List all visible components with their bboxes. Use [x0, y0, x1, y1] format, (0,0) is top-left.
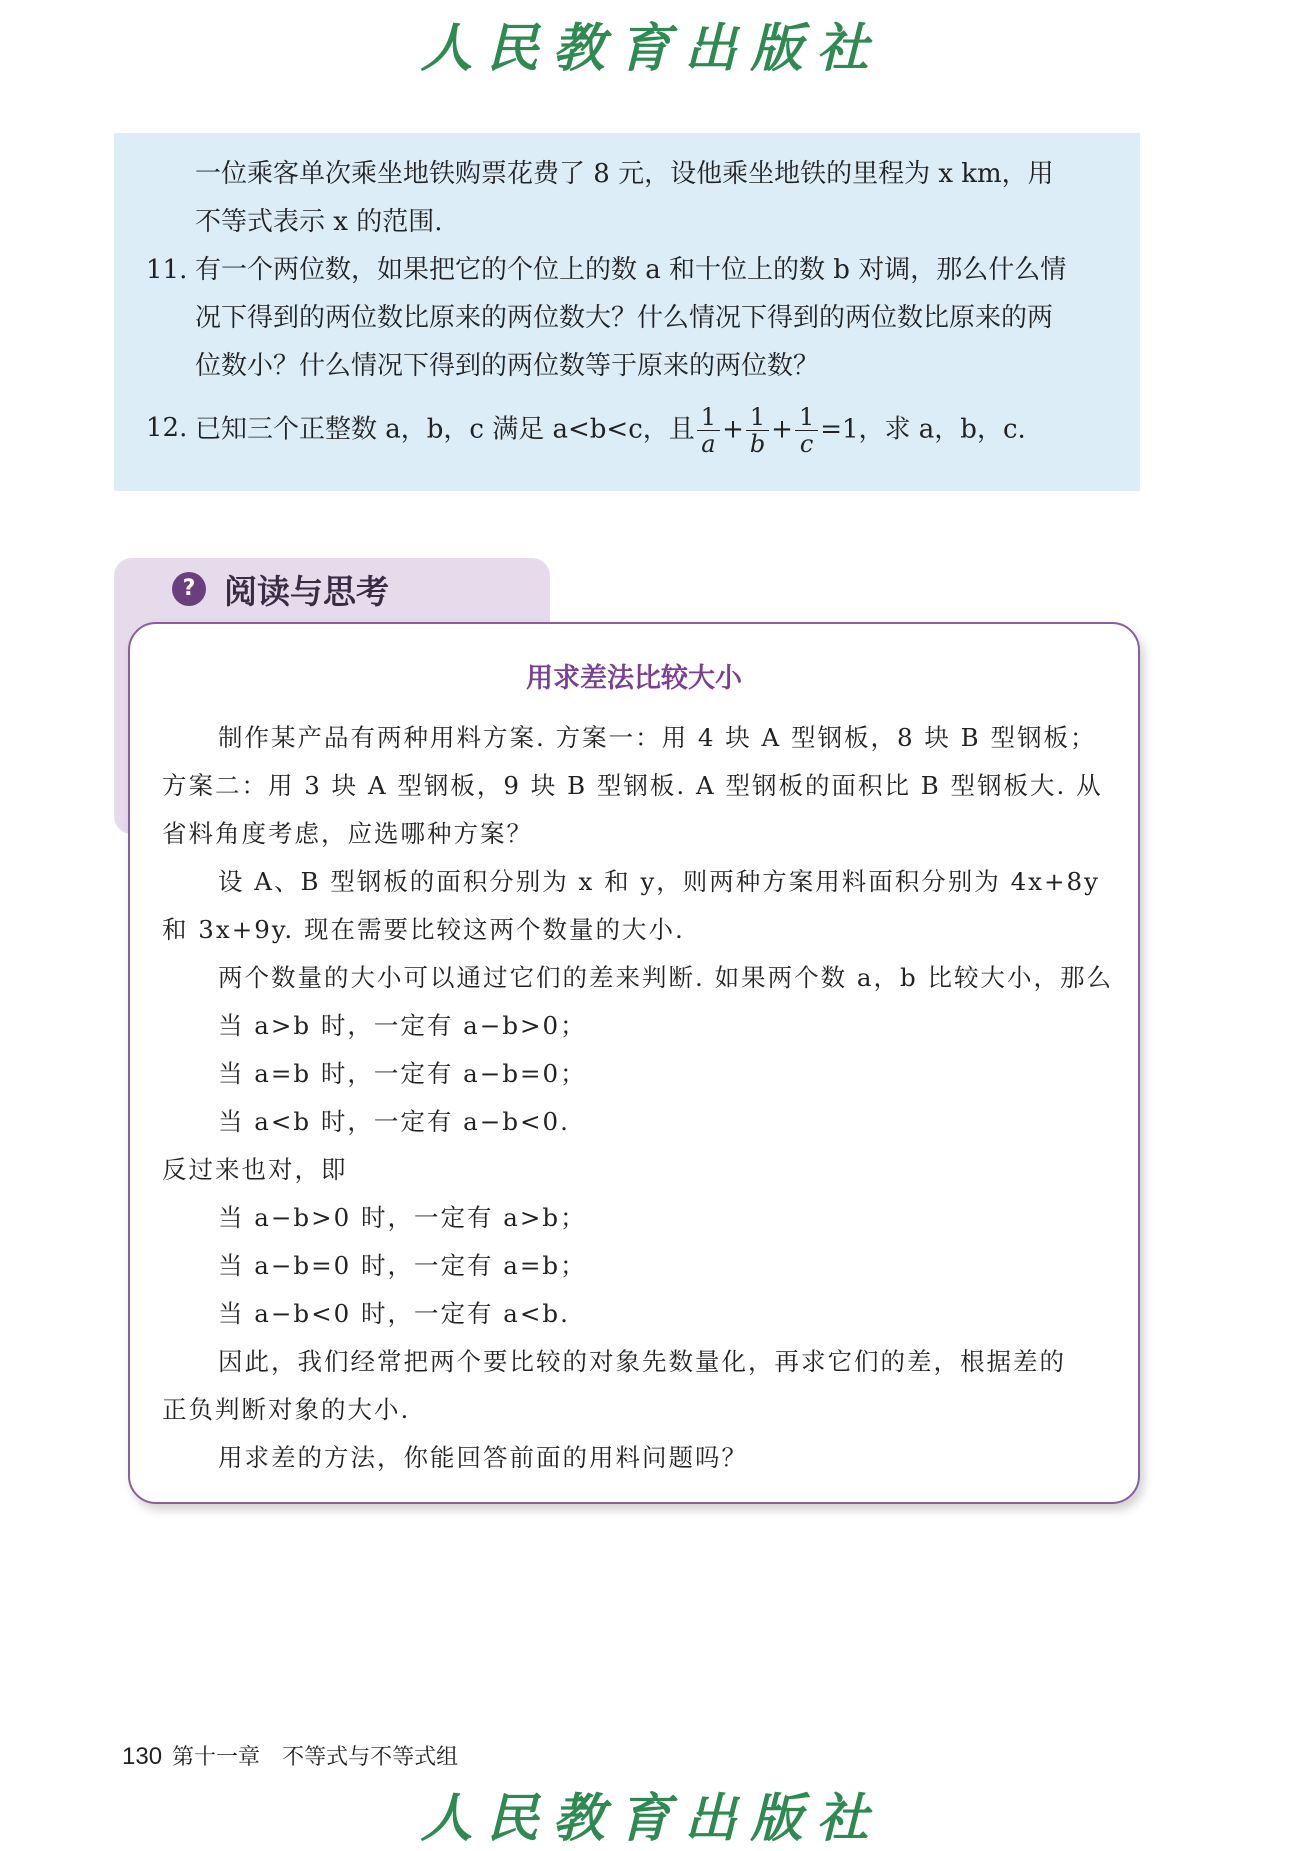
paragraph-line: 和 3x+9y. 现在需要比较这两个数量的大小. [162, 915, 685, 944]
question-12-suffix: =1，求 a，b，c. [820, 414, 1026, 445]
paragraph-line: 当 a−b=0 时，一定有 a=b； [218, 1251, 587, 1280]
paragraph-line: 制作某产品有两种用料方案. 方案一：用 4 块 A 型钢板，8 块 B 型钢板； [218, 723, 1097, 752]
paragraph-line: 当 a−b>0 时，一定有 a>b； [218, 1203, 587, 1232]
question-11-text: 有一个两位数，如果把它的个位上的数 a 和十位上的数 b 对调，那么什么情 [195, 255, 1067, 285]
chapter-label: 第十一章 [172, 1745, 261, 1770]
paragraph-line: 两个数量的大小可以通过它们的差来判断. 如果两个数 a，b 比较大小，那么 [218, 963, 1113, 992]
paragraph-line: 当 a<b 时，一定有 a−b<0. [218, 1107, 570, 1136]
question-11-text: 位数小？什么情况下得到的两位数等于原来的两位数？ [195, 351, 820, 381]
question-12-prefix: 已知三个正整数 a，b，c 满足 a<b<c，且 [195, 414, 695, 445]
reading-title: 用求差法比较大小 [526, 663, 742, 694]
paragraph-line: 设 A、B 型钢板的面积分别为 x 和 y，则两种方案用料面积分别为 4x+8y [218, 867, 1100, 896]
exercise-line: 不等式表示 x 的范围. [195, 207, 443, 237]
plus-sign: + [722, 414, 744, 445]
question-11-text: 况下得到的两位数比原来的两位数大？什么情况下得到的两位数比原来的两 [195, 303, 1054, 333]
paragraph-line: 当 a−b<0 时，一定有 a<b. [218, 1299, 570, 1328]
plus-sign: + [771, 414, 793, 445]
paragraph-line: 当 a=b 时，一定有 a−b=0； [218, 1059, 587, 1088]
question-number: 12. [146, 413, 188, 443]
paragraph-line: 省料角度考虑，应选哪种方案？ [162, 819, 533, 848]
paragraph-line: 当 a>b 时，一定有 a−b>0； [218, 1011, 587, 1040]
page-footer [122, 1740, 458, 1771]
fraction-1-over-b: $\frac{1}{b}$ [746, 404, 769, 457]
fraction-1-over-c: $\frac{1}{c}$ [795, 404, 818, 457]
page-number: 130 [122, 1743, 163, 1770]
paragraph-line: 方案二：用 3 块 A 型钢板，9 块 B 型钢板. A 型钢板的面积比 B 型钢板大. 从 [162, 771, 1103, 800]
publisher-watermark-top: 人民教育出版社 [420, 18, 883, 79]
fraction-1-over-a: $\frac{1}{a}$ [697, 404, 720, 457]
question-12-text [195, 404, 1026, 457]
publisher-watermark-bottom: 人民教育出版社 [420, 1788, 883, 1849]
paragraph-line: 反过来也对，即 [162, 1155, 348, 1184]
question-number: 11. [146, 255, 188, 285]
exercise-line: 一位乘客单次乘坐地铁购票花费了 8 元，设他乘坐地铁的里程为 x km，用 [195, 159, 1054, 189]
question-mark-icon: ? [172, 572, 206, 606]
paragraph-line: 用求差的方法，你能回答前面的用料问题吗？ [218, 1443, 748, 1472]
section-title: 阅读与思考 [224, 572, 389, 611]
paragraph-line: 因此，我们经常把两个要比较的对象先数量化，再求它们的差，根据差的 [218, 1347, 1066, 1376]
paragraph-line: 正负判断对象的大小. [162, 1395, 411, 1424]
chapter-title: 不等式与不等式组 [282, 1745, 459, 1770]
